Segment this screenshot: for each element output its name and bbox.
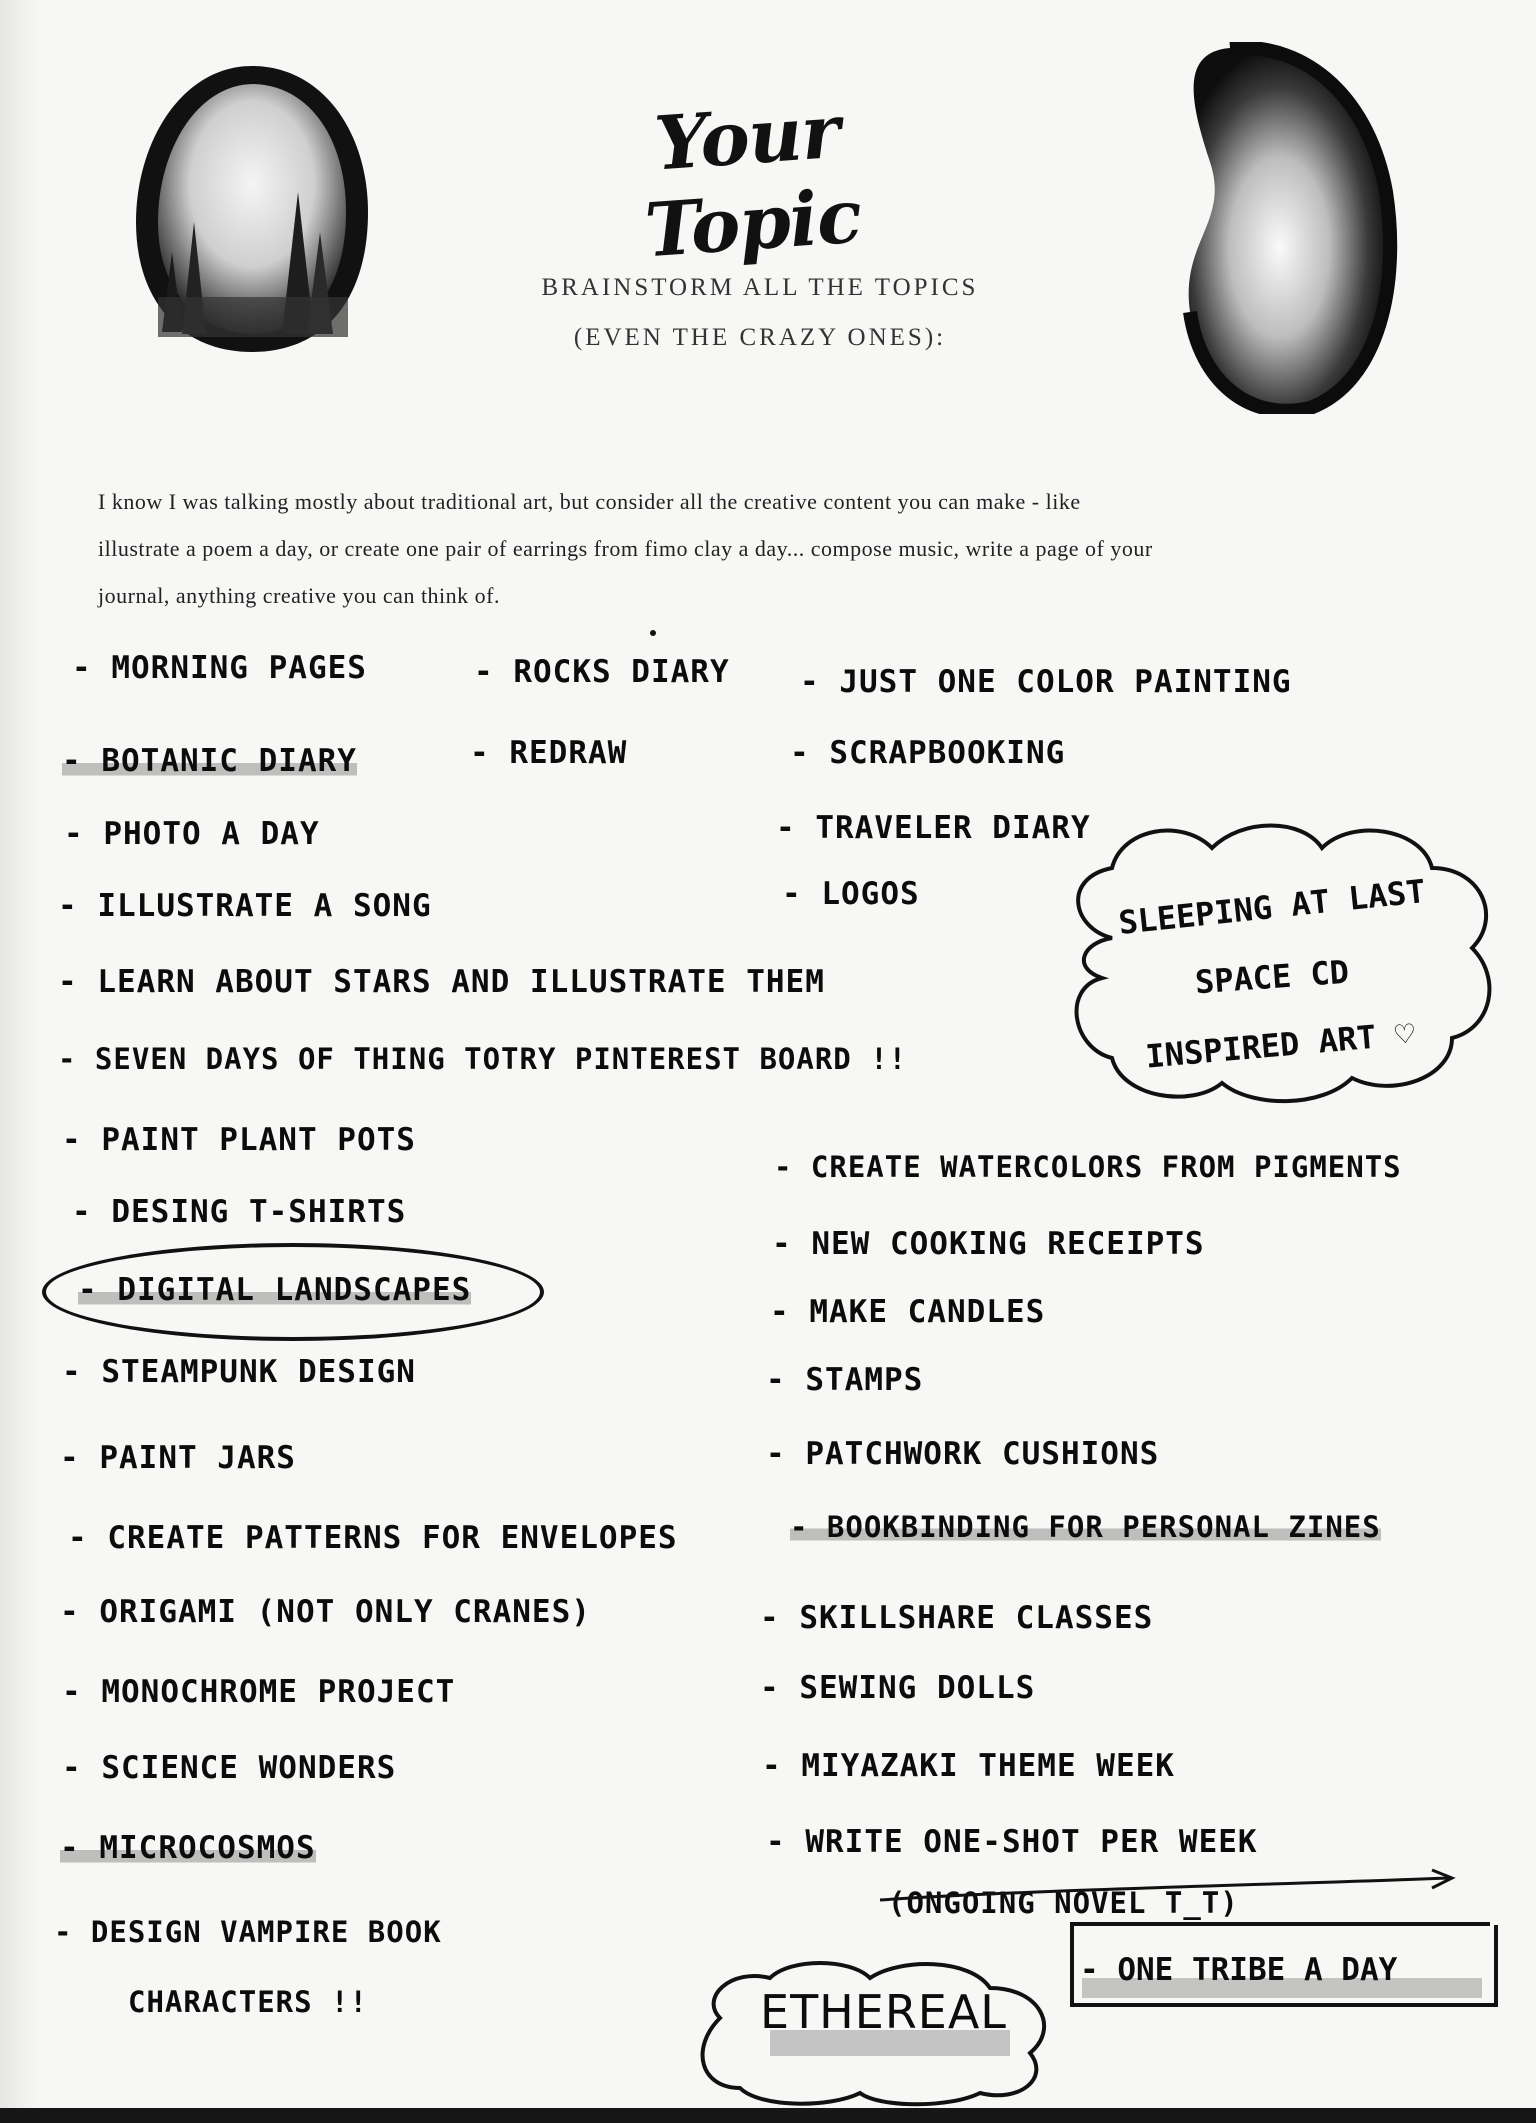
list-item: - DESIGN VAMPIRE BOOK	[54, 1915, 442, 1949]
list-item: - STEAMPUNK DESIGN	[62, 1354, 416, 1390]
intro-line: I know I was talking mostly about traditional art, but consider all the creative content you can make - like	[98, 489, 1081, 514]
list-item: - LOGOS	[782, 876, 920, 912]
list-item: (ONGOING NOVEL T_T)	[888, 1886, 1239, 1920]
list-item: - ORIGAMI (NOT ONLY CRANES)	[60, 1594, 591, 1630]
list-item: - JUST ONE COLOR PAINTING	[800, 664, 1292, 700]
arrow-line	[880, 1868, 1460, 1908]
list-item: - LEARN ABOUT STARS AND ILLUSTRATE THEM	[58, 964, 825, 1000]
list-item: - PHOTO A DAY	[64, 816, 320, 852]
list-item: - PATCHWORK CUSHIONS	[766, 1436, 1160, 1472]
subtitle-line-1: BRAINSTORM ALL THE TOPICS	[541, 274, 979, 301]
bottom-edge	[0, 2108, 1536, 2123]
list-item: - PAINT PLANT POTS	[62, 1122, 416, 1158]
list-item: - TRAVELER DIARY	[776, 810, 1091, 846]
cloud-note-line: SLEEPING AT LAST	[1116, 871, 1428, 943]
list-item: - DIGITAL LANDSCAPES	[78, 1272, 472, 1308]
list-item: - SCIENCE WONDERS	[62, 1750, 397, 1786]
list-item: - NEW COOKING RECEIPTS	[772, 1226, 1205, 1262]
list-item: CHARACTERS !!	[128, 1985, 368, 2019]
list-item: - SCRAPBOOKING	[790, 735, 1066, 771]
intro-line: journal, anything creative you can think of.	[98, 583, 500, 608]
ink-dot	[650, 630, 656, 636]
boxed-note-text: - ONE TRIBE A DAY	[1080, 1952, 1398, 1988]
list-item: - SEVEN DAYS OF THING TOTRY PINTEREST BOARD !!	[58, 1042, 908, 1076]
list-item: - DESING T-SHIRTS	[72, 1194, 407, 1230]
intro-line: illustrate a poem a day, or create one pair of earrings from fimo clay a day... compose music, write a page of your	[98, 536, 1153, 561]
cloud-note-line: INSPIRED ART ♡	[1143, 1014, 1417, 1076]
galaxy-blob-illustration	[1160, 42, 1400, 414]
intro-paragraph	[98, 478, 1438, 619]
list-item: - ROCKS DIARY	[474, 654, 730, 690]
list-item: - SKILLSHARE CLASSES	[760, 1600, 1154, 1636]
page-shadow	[0, 0, 40, 2123]
list-item: - ILLUSTRATE A SONG	[58, 888, 432, 924]
list-item: - REDRAW	[470, 735, 628, 771]
list-item: - STAMPS	[766, 1362, 924, 1398]
list-item: - SEWING DOLLS	[760, 1670, 1036, 1706]
list-item: - MAKE CANDLES	[770, 1294, 1046, 1330]
list-item: - WRITE ONE-SHOT PER WEEK	[766, 1824, 1258, 1860]
forest-blob-illustration	[132, 62, 372, 354]
ethereal-note: ETHEREAL	[760, 1985, 1007, 2039]
list-item: - BOTANIC DIARY	[62, 743, 357, 779]
list-item: - CREATE PATTERNS FOR ENVELOPES	[68, 1520, 678, 1556]
list-item: - CREATE WATERCOLORS FROM PIGMENTS	[774, 1150, 1402, 1184]
list-item: - MIYAZAKI THEME WEEK	[762, 1748, 1175, 1784]
cloud-note-line: SPACE CD	[1193, 952, 1351, 1002]
page-title: Your Topic	[642, 88, 864, 275]
list-item: - MORNING PAGES	[72, 650, 367, 686]
list-item: - BOOKBINDING FOR PERSONAL ZINES	[790, 1510, 1381, 1544]
list-item: - MICROCOSMOS	[60, 1830, 316, 1866]
list-item: - PAINT JARS	[60, 1440, 296, 1476]
list-item: - MONOCHROME PROJECT	[62, 1674, 456, 1710]
subtitle-line-2: (EVEN THE CRAZY ONES):	[573, 324, 947, 351]
